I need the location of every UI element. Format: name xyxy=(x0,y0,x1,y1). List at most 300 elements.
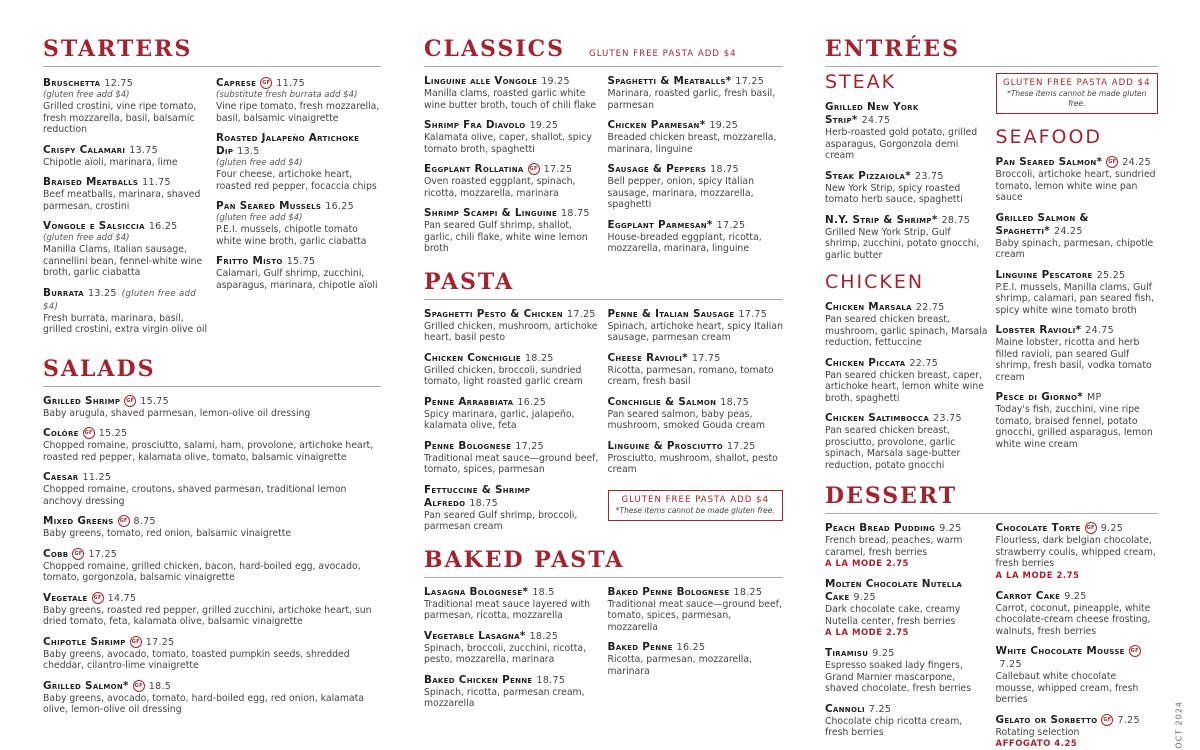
menu-item xyxy=(608,440,784,476)
menu-item xyxy=(43,592,381,628)
item-name-text: Penne Bolognese xyxy=(424,440,511,452)
item-price: 9.25 xyxy=(939,523,961,534)
item-name-text: Spaghetti Pesto & Chicken xyxy=(424,308,563,320)
item-description: Vine ripe tomato, fresh mozzarella, basil, balsamic vinaigrette xyxy=(216,101,381,124)
menu-item xyxy=(608,219,784,255)
item-name xyxy=(608,308,784,321)
item-description: P.E.I. mussels, Manilla clams, Gulf shrimp, calamari, pan seared fish, spicy white wine tomato broth xyxy=(996,282,1159,317)
item-description: Pan seared Gulf shrimp, shallot, garlic, chili flake, white wine lemon broth xyxy=(424,220,600,255)
item-name-text: Grilled Shrimp xyxy=(43,395,120,407)
entrees-heading: ENTRÉES xyxy=(825,34,1158,64)
item-price: 17.25 xyxy=(727,441,756,452)
item-price: 28.75 xyxy=(942,215,971,226)
item-description: Baby greens, avocado, tomato, toasted pumpkin seeds, shredded cheddar, cilantro-lime vinaigrette xyxy=(43,649,381,672)
starters-heading: STARTERS xyxy=(43,34,381,64)
pasta-right-list xyxy=(608,308,784,476)
menu-item xyxy=(424,586,600,622)
menu-item xyxy=(608,586,784,634)
item-name xyxy=(608,641,784,654)
menu-item xyxy=(216,200,381,247)
item-name-text: Linguine Pescatore xyxy=(996,269,1093,281)
item-name-text: N.Y. Strip & Shrimp* xyxy=(825,214,938,226)
menu-item xyxy=(825,647,988,695)
item-name xyxy=(996,212,1159,238)
item-name-text: Caprese xyxy=(216,77,256,89)
item-name-text: Bruschetta xyxy=(43,77,100,89)
item-name-text: Chicken Conchiglie xyxy=(424,352,521,364)
item-name-text: Grilled Salmon* xyxy=(43,680,129,692)
item-name-text: Carrot Cake xyxy=(996,590,1061,602)
item-name xyxy=(825,357,988,370)
item-extra: AFFOGATO 4.25 xyxy=(996,738,1159,750)
item-name-text: Cannoli xyxy=(825,703,865,715)
item-price: 24.75 xyxy=(1085,325,1114,336)
item-name-text: Vongole e Salsiccia xyxy=(43,220,145,232)
item-name-text: Fritto Misto xyxy=(216,255,283,267)
item-name-text: Mixed Greens xyxy=(43,515,114,527)
item-name-text: Gelato or Sorbetto xyxy=(996,714,1098,726)
item-price: 18.75 xyxy=(710,164,739,175)
item-note: (gluten free add $4) xyxy=(216,213,381,224)
gf-box-note: *These items cannot be made gluten free. xyxy=(615,506,777,516)
item-name xyxy=(825,101,988,127)
item-price: 16.25 xyxy=(149,221,178,232)
column-right xyxy=(825,34,1158,750)
item-price: 18.75 xyxy=(561,208,590,219)
item-description: Pan seared chicken breast, prosciutto, provolone, garlic spinach, Marsala sage-butter reduction, potato gnocchi xyxy=(825,425,988,471)
item-name xyxy=(608,163,784,176)
menu-item xyxy=(825,101,988,162)
item-name xyxy=(43,144,208,157)
item-name xyxy=(608,586,784,599)
menu-item xyxy=(608,163,784,211)
menu-item xyxy=(424,163,600,199)
item-description: Kalamata olive, caper, shallot, spicy tomato broth, spaghetti xyxy=(424,132,600,155)
gf-box-title: GLUTEN FREE PASTA ADD $4 xyxy=(615,495,777,506)
item-price: 16.25 xyxy=(517,397,546,408)
item-name xyxy=(424,484,600,510)
classics-gf-tag: GLUTEN FREE PASTA ADD $4 xyxy=(589,49,737,59)
item-name-text: Chicken Piccata xyxy=(825,357,905,369)
pasta-left-list xyxy=(424,300,600,533)
item-price: 11.75 xyxy=(276,78,305,89)
item-name xyxy=(424,119,600,132)
item-name xyxy=(424,163,600,176)
item-name xyxy=(424,440,600,453)
item-name xyxy=(43,427,381,440)
item-price: 17.25 xyxy=(544,164,573,175)
item-name-text: Linguine & Prosciutto xyxy=(608,440,723,452)
item-description: Baby arugula, shaved parmesan, lemon-olive oil dressing xyxy=(43,408,381,420)
baked-right-list xyxy=(608,578,784,710)
item-description: Broccoli, artichoke heart, sundried tomato, lemon white wine pan sauce xyxy=(996,169,1159,204)
item-note: (gluten free add $4) xyxy=(43,90,208,101)
entrees-gf-box xyxy=(996,73,1159,114)
item-price: 19.25 xyxy=(541,76,570,87)
item-price: 15.75 xyxy=(140,396,169,407)
menu-item xyxy=(825,578,988,639)
menu-item xyxy=(424,630,600,666)
seafood-heading: SEAFOOD xyxy=(996,126,1159,148)
item-name xyxy=(608,119,784,132)
gf-box-title: GLUTEN FREE PASTA ADD $4 xyxy=(1003,78,1152,89)
item-name xyxy=(608,219,784,232)
menu-item xyxy=(825,357,988,405)
item-price: 15.25 xyxy=(99,428,128,439)
menu-item xyxy=(424,207,600,255)
menu-item xyxy=(43,471,381,507)
item-name-text: Steak Pizzaiola* xyxy=(825,170,911,182)
item-name xyxy=(825,578,988,604)
item-price: 18.75 xyxy=(469,498,498,509)
item-description: Chipotle aïoli, marinara, lime xyxy=(43,157,208,169)
item-name xyxy=(825,214,988,227)
item-price: 7.25 xyxy=(869,704,891,715)
item-name xyxy=(43,176,208,189)
item-name-text: Burrata xyxy=(43,287,84,299)
salads-list xyxy=(43,395,381,716)
item-name xyxy=(608,440,784,453)
item-description: Chopped romaine, croutons, shaved parmesan, traditional lemon anchovy dressing xyxy=(43,484,381,507)
starters-right-list xyxy=(216,69,381,336)
item-name xyxy=(43,77,208,90)
item-name xyxy=(996,324,1159,337)
item-name xyxy=(43,287,208,313)
divider xyxy=(43,66,381,67)
menu-item xyxy=(43,287,208,336)
chicken-heading: CHICKEN xyxy=(825,271,988,293)
item-name xyxy=(825,647,988,660)
item-description: Pan seared chicken breast, mushroom, garlic spinach, Marsala reduction, fettuccine xyxy=(825,314,988,349)
item-name xyxy=(43,471,381,484)
item-name-text: Baked Chicken Penne xyxy=(424,674,532,686)
item-name xyxy=(608,396,784,409)
menu-item xyxy=(424,674,600,710)
item-description: Herb-roasted gold potato, grilled asparagus, Gorgonzola demi cream xyxy=(825,127,988,162)
item-price: 18.25 xyxy=(525,353,554,364)
item-description: Pan seared chicken breast, caper, artichoke heart, lemon white wine broth, spaghetti xyxy=(825,370,988,405)
dessert-left-list xyxy=(825,514,988,750)
item-description: P.E.I. mussels, chipotle tomato white wine broth, garlic ciabatta xyxy=(216,224,381,247)
item-price: 17.75 xyxy=(692,353,721,364)
item-description: Baby greens, roasted red pepper, grilled zucchini, artichoke heart, sun dried tomato, feta, kalamata olive, balsamic vinaigrette xyxy=(43,605,381,628)
menu-item xyxy=(996,156,1159,204)
item-name xyxy=(825,522,988,535)
gluten-free-icon: GF xyxy=(1101,714,1113,726)
item-name-text: Cheese Ravioli* xyxy=(608,352,688,364)
item-price: 18.5 xyxy=(149,681,171,692)
item-name xyxy=(608,75,784,88)
item-price: 7.25 xyxy=(1000,659,1022,670)
gluten-free-icon: GF xyxy=(133,680,145,692)
item-price: 24.75 xyxy=(862,115,891,126)
item-name-text: Molten Chocolate Nutella Cake xyxy=(825,578,962,603)
item-price: 17.25 xyxy=(735,76,764,87)
item-name xyxy=(43,592,381,605)
item-name-text: Vegetale xyxy=(43,592,88,604)
gluten-free-icon: GF xyxy=(1106,156,1118,168)
gf-box-note: *These items cannot be made gluten free. xyxy=(1003,89,1152,109)
menu-item xyxy=(424,75,600,111)
item-price: 23.75 xyxy=(933,413,962,424)
item-description: Marinara, roasted garlic, fresh basil, parmesan xyxy=(608,88,784,111)
item-name-text: Chocolate Torte xyxy=(996,522,1081,534)
item-description: Calamari, Gulf shrimp, zucchini, asparagus, marinara, chipotle aïoli xyxy=(216,268,381,291)
item-name xyxy=(43,220,208,233)
menu-item xyxy=(43,144,208,169)
item-price: 14.75 xyxy=(108,593,137,604)
item-name-text: Cobb xyxy=(43,548,68,560)
item-name-text: Colóre xyxy=(43,427,79,439)
item-name-text: Lasagna Bolognese* xyxy=(424,586,528,598)
item-name-text: Caesar xyxy=(43,471,78,483)
menu-item xyxy=(608,352,784,388)
item-name-text: Pesce di Giorno* xyxy=(996,391,1084,403)
menu-item xyxy=(608,396,784,432)
item-description: Baby greens, tomato, red onion, balsamic vinaigrette xyxy=(43,528,381,540)
item-name xyxy=(996,590,1159,603)
item-name xyxy=(424,207,600,220)
item-name-text: Grilled New York Strip* xyxy=(825,101,919,126)
menu-item xyxy=(608,308,784,344)
item-name-text: Peach Bread Pudding xyxy=(825,522,935,534)
item-name xyxy=(43,636,381,649)
item-description: Flourless, dark belgian chocolate, strawberry coulis, whipped cream, fresh berries xyxy=(996,535,1159,570)
item-extra: A LA MODE 2.75 xyxy=(996,570,1159,582)
item-name xyxy=(43,515,381,528)
item-name-text: Penne Arrabbiata xyxy=(424,396,513,408)
baked-left-list xyxy=(424,578,600,710)
item-price: 17.25 xyxy=(717,220,746,231)
seafood-list xyxy=(996,156,1159,450)
classics-right-list xyxy=(608,67,784,255)
item-description: Spicy marinara, garlic, jalapeño, kalamata olive, feta xyxy=(424,409,600,432)
item-description: Oven roasted eggplant, spinach, ricotta, mozzarella, marinara xyxy=(424,176,600,199)
item-extra: A LA MODE 2.75 xyxy=(825,627,988,639)
item-description: Dark chocolate cake, creamy Nutella center, fresh berries xyxy=(825,604,988,627)
menu-item xyxy=(996,391,1159,450)
item-price: 8.75 xyxy=(134,516,156,527)
item-description: Manilla clams, roasted garlic white wine butter broth, touch of chili flake xyxy=(424,88,600,111)
item-note: (gluten free add $4) xyxy=(43,289,196,312)
gluten-free-icon: GF xyxy=(528,163,540,175)
item-price: 13.25 xyxy=(88,288,117,299)
item-name xyxy=(996,391,1159,404)
gluten-free-icon: GF xyxy=(124,395,136,407)
item-price: 7.25 xyxy=(1117,715,1139,726)
item-name-text: Lobster Ravioli* xyxy=(996,324,1082,336)
item-name xyxy=(825,170,988,183)
item-name-text: Chipotle Shrimp xyxy=(43,636,126,648)
baked-pasta-heading: BAKED PASTA xyxy=(424,545,783,575)
gluten-free-icon: GF xyxy=(1129,645,1141,657)
item-description: Carrot, coconut, pineapple, white chocolate-cream cheese frosting, walnuts, fresh berries xyxy=(996,603,1159,638)
menu-item xyxy=(996,590,1159,638)
item-price: 9.25 xyxy=(853,592,875,603)
item-name xyxy=(424,352,600,365)
item-name-text: Roasted Jalapeño Artichoke Dip xyxy=(216,132,359,157)
item-description: Grilled New York Strip, Gulf shrimp, zucchini, potato gnocchi, garlic butter xyxy=(825,227,988,262)
menu-item xyxy=(43,427,381,463)
item-description: Spinach, artichoke heart, spicy Italian sausage, parmesan cream xyxy=(608,321,784,344)
steak-list xyxy=(825,101,988,261)
item-name-text: Eggplant Parmesan* xyxy=(608,219,713,231)
item-name xyxy=(996,156,1159,169)
item-description: Breaded chicken breast, mozzarella, marinara, linguine xyxy=(608,132,784,155)
menu-item xyxy=(424,119,600,155)
item-name xyxy=(996,522,1159,535)
item-price: 23.75 xyxy=(915,171,944,182)
item-name xyxy=(424,586,600,599)
item-description: Ricotta, parmesan, mozzarella, marinara xyxy=(608,654,784,677)
item-note: (substitute fresh burrata add $4) xyxy=(216,90,381,101)
item-price: 9.25 xyxy=(1101,523,1123,534)
item-name xyxy=(825,412,988,425)
item-name xyxy=(43,395,381,408)
classics-left-list xyxy=(424,67,600,255)
item-name xyxy=(996,645,1159,671)
menu-item xyxy=(825,412,988,471)
item-description: Chocolate chip ricotta cream, fresh berries xyxy=(825,716,988,739)
item-price: 24.25 xyxy=(1054,226,1083,237)
item-price: 22.75 xyxy=(909,358,938,369)
item-description: Rotating selection xyxy=(996,727,1159,739)
item-description: Grilled chicken, mushroom, artichoke heart, basil pesto xyxy=(424,321,600,344)
item-description: Spinach, broccoli, zucchini, ricotta, pesto, mozzarella, marinara xyxy=(424,643,600,666)
item-description: Chopped romaine, prosciutto, salami, ham, provolone, artichoke heart, roasted red pepper, kalamata olive, tomato, balsamic vinaigrette xyxy=(43,440,381,463)
menu-item xyxy=(996,522,1159,582)
item-price: 18.25 xyxy=(734,587,763,598)
item-price: 17.25 xyxy=(515,441,544,452)
item-name xyxy=(825,703,988,716)
item-description: Baby greens, avocado, tomato, hard-boiled egg, red onion, kalamata olive, lemon-olive oil dressing xyxy=(43,693,381,716)
menu-item xyxy=(608,75,784,111)
item-name-text: Conchiglie & Salmon xyxy=(608,396,717,408)
gluten-free-icon: GF xyxy=(118,515,130,527)
menu-item xyxy=(608,119,784,155)
item-name-text: Shrimp Fra Diavolo xyxy=(424,119,526,131)
item-price: 12.75 xyxy=(104,78,133,89)
item-name-text: Vegetable Lasagna* xyxy=(424,630,526,642)
menu-item xyxy=(996,324,1159,383)
item-name xyxy=(996,714,1159,727)
item-name-text: Chicken Parmesan* xyxy=(608,119,706,131)
item-description: Espresso soaked lady fingers, Grand Marnier mascarpone, shaved chocolate, fresh berries xyxy=(825,660,988,695)
item-description: French bread, peaches, warm caramel, fresh berries xyxy=(825,535,988,558)
starters-left-list xyxy=(43,69,208,336)
item-name-text: White Chocolate Mousse xyxy=(996,645,1125,657)
item-description: Ricotta, parmesan, romano, tomato cream, fresh basil xyxy=(608,365,784,388)
item-name xyxy=(424,308,600,321)
item-name-text: Spaghetti & Meatballs* xyxy=(608,75,732,87)
item-price: 9.25 xyxy=(872,648,894,659)
menu-item xyxy=(424,484,600,533)
item-price: 19.25 xyxy=(530,120,559,131)
item-description: Maine lobster, ricotta and herb filled ravioli, pan seared Gulf shrimp, fresh basil, vodka tomato cream xyxy=(996,337,1159,383)
item-price: 17.25 xyxy=(146,637,175,648)
item-name xyxy=(424,630,600,643)
item-description: Today's fish, zucchini, vine ripe tomato, braised fennel, potato gnocchi, grilled asparagus, lemon white wine cream xyxy=(996,404,1159,450)
item-price: 11.25 xyxy=(82,472,111,483)
menu-item xyxy=(424,396,600,432)
item-name-text: Eggplant Rollatina xyxy=(424,163,524,175)
divider xyxy=(43,386,381,387)
item-description: Grilled crostini, vine ripe tomato, fresh mozzarella, basil, balsamic reduction xyxy=(43,101,208,136)
item-name xyxy=(43,680,381,693)
item-note: (gluten free add $4) xyxy=(216,158,381,169)
item-name xyxy=(825,301,988,314)
gluten-free-icon: GF xyxy=(92,592,104,604)
item-name-text: Baked Penne Bolognese xyxy=(608,586,730,598)
item-name xyxy=(216,200,381,213)
item-description: Traditional meat sauce—ground beef, tomato, spices, parmesan, mozzarella xyxy=(608,599,784,634)
menu-item xyxy=(43,77,208,136)
item-name-text: Penne & Italian Sausage xyxy=(608,308,735,320)
gluten-free-icon: GF xyxy=(1085,522,1097,534)
menu-item xyxy=(216,77,381,124)
item-name-text: Chicken Saltimbocca xyxy=(825,412,929,424)
item-price: 13.75 xyxy=(129,145,158,156)
item-name xyxy=(216,255,381,268)
menu-item xyxy=(825,301,988,349)
item-name xyxy=(424,396,600,409)
item-name-text: Baked Penne xyxy=(608,641,673,653)
dessert-right-list xyxy=(996,514,1159,750)
item-price: 13.5 xyxy=(237,146,259,157)
item-price: 17.75 xyxy=(738,309,767,320)
item-price: 17.25 xyxy=(567,309,596,320)
item-name-text: Crispy Calamari xyxy=(43,144,125,156)
menu-item xyxy=(43,680,381,716)
item-price: 9.25 xyxy=(1064,591,1086,602)
menu-item xyxy=(825,170,988,206)
item-name-text: Braised Meatballs xyxy=(43,176,138,188)
menu-item xyxy=(43,220,208,279)
steak-heading: STEAK xyxy=(825,71,988,93)
item-description: New York Strip, spicy roasted tomato herb sauce, spaghetti xyxy=(825,183,988,206)
menu-item xyxy=(216,255,381,291)
item-note: (gluten free add $4) xyxy=(43,233,208,244)
menu-item xyxy=(996,714,1159,750)
menu-item xyxy=(43,395,381,420)
menu-item xyxy=(424,308,600,344)
item-description: Four cheese, artichoke heart, roasted red pepper, focaccia chips xyxy=(216,169,381,192)
item-description: Baby spinach, parmesan, chipotle cream xyxy=(996,238,1159,261)
item-name-text: Fettuccine & Shrimp Alfredo xyxy=(424,484,530,509)
item-description: Spinach, ricotta, parmesan cream, mozzarella xyxy=(424,687,600,710)
item-name xyxy=(216,132,381,158)
gluten-free-icon: GF xyxy=(72,548,84,560)
menu-item xyxy=(996,645,1159,706)
item-price: MP xyxy=(1087,392,1102,403)
item-extra: A LA MODE 2.75 xyxy=(825,558,988,570)
item-description: House-breaded eggplant, ricotta, mozzarella, marinara, linguine xyxy=(608,232,784,255)
salads-heading: SALADS xyxy=(43,354,381,384)
item-price: 18.75 xyxy=(536,675,565,686)
date-stamp: OCT 2024 xyxy=(1175,701,1184,749)
item-description: Grilled chicken, broccoli, sundried tomato, light roasted garlic cream xyxy=(424,365,600,388)
item-name xyxy=(424,674,600,687)
menu-item xyxy=(996,269,1159,317)
item-description: Fresh burrata, marinara, basil, grilled crostini, extra virgin olive oil xyxy=(43,313,208,336)
item-description: Callebaut white chocolate mousse, whipped cream, fresh berries xyxy=(996,671,1159,706)
menu-item xyxy=(43,636,381,672)
gluten-free-icon: GF xyxy=(83,427,95,439)
item-name-text: Sausage & Peppers xyxy=(608,163,707,175)
item-description: Traditional meat sauce layered with parmesan, ricotta, mozzarella xyxy=(424,599,600,622)
item-name xyxy=(608,352,784,365)
item-name xyxy=(43,548,381,561)
